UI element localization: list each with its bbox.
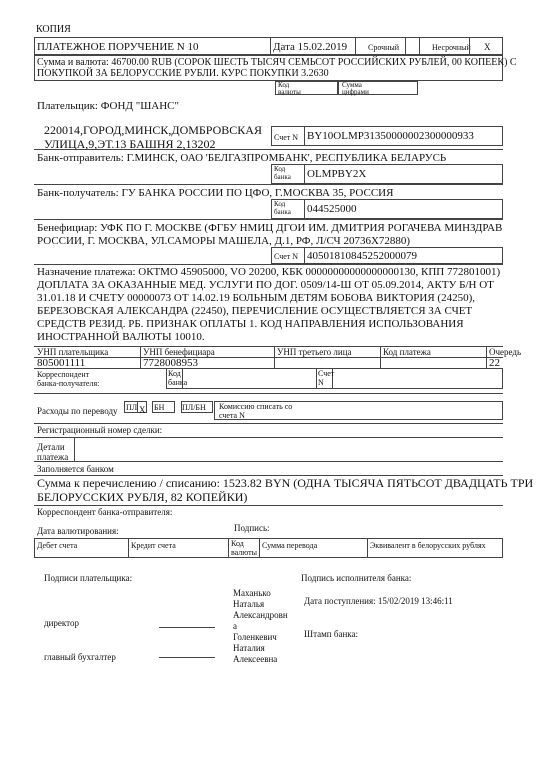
document-title: ПЛАТЕЖНОЕ ПОРУЧЕНИЕ N 10 [37,41,199,53]
debit-amount-line-2: БЕЛОРУССКИХ РУБЛЯ, 82 КОПЕЙКИ) [37,490,248,504]
unp-payer-value: 805001111 [37,357,86,369]
queue-label: Очередь [489,347,522,357]
copy-label: КОПИЯ [36,24,71,35]
purpose-line: 31.01.18 И СЧЕТУ 00000073 ОТ 14.02.19 БОЛЬНЫМ ДЕТЯМ БОБОВА ВИКТОРИЯ (24250), [37,292,475,304]
sender-bank-code: OLMPBY2X [307,168,367,180]
director-label: директор [44,618,79,628]
correspondent-code-cell [166,368,317,389]
unp-beneficiary-value: 7728008953 [143,357,198,369]
queue-value: 22 [489,357,500,369]
receiver-bank-code-label-2: банка [274,208,291,216]
expenses-bn: БН [154,403,165,412]
amount-line-1: Сумма и валюта: 46700.00 RUB (СОРОК ШЕСТЬ ТЫСЯЧ СЕМЬСОТ РОССИЙСКИХ РУБЛЕЙ, 00 КОПЕЕК) С [37,57,517,68]
chief-accountant-label: главный бухгалтер [44,652,116,662]
currency-code-label: Код [278,81,290,89]
correspondent-account-label-2: N [318,378,324,387]
amount-line-2: ПОКУПКОЙ ЗА БЕЛОРУССКИЕ РУБЛИ. КУРС ПОКУПКИ 3.2630 [37,68,329,79]
signatory-name: Голенкевич [233,632,277,642]
correspondent-account-cell [316,368,503,389]
payer-account: BY10OLMP31350000002300000933 [307,130,474,142]
debit-account-label: Дебет счета [37,541,78,550]
beneficiary-line-1: Бенефициар: УФК ПО Г. МОСКВЕ (ФГБУ НМИЦ ДГОИ ИМ. ДМИТРИЯ РОГАЧЕВА МИНЗДРАВ [37,222,503,234]
payer-address-2: УЛИЦА,9,ЭТ.13 БАШНЯ 2,13202 [44,137,216,151]
currency-code-label-2: валюты [278,88,301,96]
expenses-label: Расходы по переводу [37,406,118,416]
payment-details-label-2: платежа [37,452,69,462]
commission-label: Комиссию списать со [219,402,293,411]
payer-account-label: Счет N [274,133,299,142]
sender-bank-code-cell [271,164,503,184]
non-urgent-mark: X [484,42,491,52]
receipt-date: Дата поступления: 15/02/2019 13:46:11 [304,596,453,606]
payer-address-1: 220014,ГОРОД,МИНСК,ДОМБРОВСКАЯ [44,123,262,137]
correspondent-code-label-2: банка [168,378,188,387]
filled-by-bank-label: Заполняется банком [37,464,114,474]
payer-name: Плательщик: ФОНД "ШАНС" [37,100,180,112]
purpose-line: Назначение платежа: ОКТМО 45905000, VO 20200, КБК 00000000000000000130, КПП 772801001) [37,266,501,278]
correspondent-label: Корреспондент [37,370,90,379]
credit-account-label: Кредит счета [131,541,176,550]
signatory-name: Маханько [233,588,271,598]
value-date-label: Дата валютирования: [37,526,119,536]
signatory-name: Алексеевна [233,654,278,664]
ledger-currency-label-2: валюты [231,548,258,557]
unp-payer-label: УНП плательщика [37,347,109,357]
expenses-plbn: ПЛ/БН [182,403,206,412]
correspondent-label-2: банка-получателя: [37,379,100,388]
document-date: Дата 15.02.2019 [273,41,348,53]
signatory-name: Александровн [233,610,288,620]
ledger-currency-label: Код [231,539,244,548]
sender-bank-code-label: Код [274,165,286,173]
purpose-line: СРЕДСТВ РЕЗИД. РБ. ПРИЗНАК ОПЛАТЫ 1. КОД НАПРАВЛЕНИЯ ИСПОЛЬЗОВАНИЯ [37,318,464,330]
beneficiary-account: 40501810845252000079 [307,250,417,262]
signature-label: Подпись: [234,523,270,533]
debit-amount-line-1: Сумма к перечислению / списанию: 1523.82 BYN (ОДНА ТЫСЯЧА ПЯТЬСОТ ДВАДЦАТЬ ТРИ [37,476,534,490]
sender-bank: Банк-отправитель: Г.МИНСК, ОАО 'БЕЛГАЗПРОМБАНК', РЕСПУБЛИКА БЕЛАРУСЬ [37,152,447,164]
signatory-name: Наталия [233,643,265,653]
signatory-name: а [233,621,237,631]
receiver-bank-code-label: Код [274,200,286,208]
commission-label-2: счета N [219,411,245,420]
receiver-bank: Банк-получатель: ГУ БАНКА РОССИИ ПО ЦФО, Г.МОСКВА 35, РОССИЯ [37,187,394,199]
correspondent-account-label: Счет [318,369,335,378]
sender-correspondent-label: Корреспондент банка-отправителя: [37,507,173,517]
receiver-bank-code-cell [271,199,503,219]
payment-code-label: Код платежа [383,347,431,357]
signatory-name: Наталья [233,599,265,609]
sum-digits-label: Сумма [342,81,362,89]
registration-number-label: Регистрационный номер сделки: [37,425,163,435]
payer-signatures-label: Подписи плательщика: [44,573,133,583]
sender-bank-code-label-2: банка [274,173,291,181]
purpose-line: ДОПЛАТА ЗА ОКАЗАННЫЕ МЕД. УСЛУГИ ПО ДОГ. 0509/14-Ш ОТ 05.09.2014, АКТУ Б/Н ОТ [37,279,494,291]
bank-stamp-label: Штамп банка: [304,629,358,639]
byn-equivalent-label: Эквивалент в белорусских рублях [370,541,486,550]
expenses-pl-mark: X [139,405,146,415]
expenses-pl: ПЛ [126,403,138,412]
purpose-line: БЕРЕЗОВСКАЯ АЛЕКСАНДРА (22450), ПЕРЕЧИСЛЕНИЕ ОСУЩЕСТВЛЯЕТСЯ ЗА СЧЕТ [37,305,473,317]
unp-third-party-label: УНП третьего лица [277,347,352,357]
beneficiary-line-2: РОССИИ, Г. МОСКВА, УЛ.САМОРЫ МАШЕЛА, Д.1, РФ, Л/СЧ 20736Х72880) [37,235,411,247]
non-urgent-label: Несрочный [432,43,471,52]
urgent-label: Срочный [368,43,400,52]
sum-digits-label-2: цифрами [342,88,369,96]
transfer-amount-label: Сумма перевода [262,541,318,550]
correspondent-code-label: Код [168,369,181,378]
unp-beneficiary-label: УНП бенефициара [143,347,215,357]
receiver-bank-code: 044525000 [307,203,357,215]
bank-executor-signature-label: Подпись исполнителя банка: [301,573,412,583]
beneficiary-account-label: Счет N [274,252,299,261]
purpose-line: ИНОСТРАННОЙ ВАЛЮТЫ 10010. [37,331,205,343]
payment-details-label: Детали [37,442,65,452]
